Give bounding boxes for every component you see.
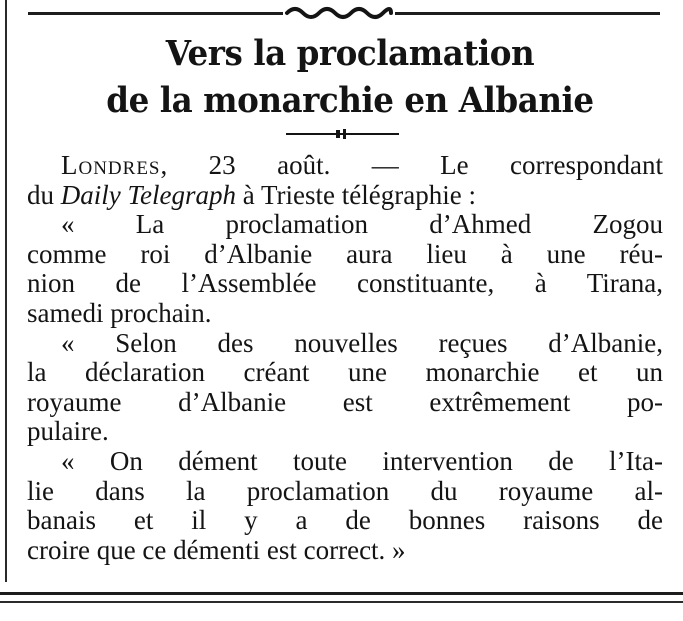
bottom-rule-thick	[0, 592, 683, 595]
headline	[62, 30, 639, 124]
paragraph-1-line-2	[27, 181, 663, 211]
headline-line-1: Vers la proclamation	[165, 33, 535, 74]
headline-line-2: de la monarchie en Albanie	[106, 80, 594, 121]
wave-ornament-icon	[283, 2, 395, 24]
newspaper-name: Daily Telegraph	[60, 179, 236, 210]
bottom-rules	[0, 592, 683, 608]
dateline-rest: , 23 août. — Le correspondant	[160, 150, 663, 180]
paragraph-2-line-4: samedi prochain.	[27, 297, 212, 328]
paragraph-2-line-1: « La proclamation d’Ahmed Zogou	[61, 209, 663, 240]
paragraph-2-line-2: comme roi d’Albanie aura lieu à une réu-	[27, 238, 663, 269]
paragraph-3-line-4: pulaire.	[27, 416, 109, 447]
text-segment: à Trieste télégraphie :	[236, 179, 476, 210]
text-segment: du	[27, 179, 61, 210]
bottom-rule-thin	[0, 601, 683, 603]
paragraph-3-line-1: « Selon des nouvelles reçues d’Albanie,	[61, 327, 663, 358]
paragraph-2-line-3: nion de l’Assemblée constituante, à Tirana,	[27, 268, 663, 299]
paragraph-4-line-2: lie dans la proclamation du royaume al-	[27, 475, 663, 506]
paragraph-4-line-3: banais et il y a de bonnes raisons de	[27, 505, 663, 536]
paragraph-3-line-2: la déclaration créant une monarchie et un	[27, 357, 663, 388]
paragraph-3-line-3: royaume d’Albanie est extrêmement po-	[27, 386, 663, 417]
dateline: Londres	[61, 150, 161, 180]
headline-divider-icon	[286, 128, 399, 140]
paragraph-1-line-1	[27, 151, 663, 181]
paragraph-4-line-4: croire que ce démenti est correct. »	[27, 534, 406, 565]
left-column-rule	[5, 0, 7, 582]
paragraph-4-line-1: « On dément toute intervention de l’Ita-	[61, 445, 663, 476]
article-body	[27, 151, 663, 565]
